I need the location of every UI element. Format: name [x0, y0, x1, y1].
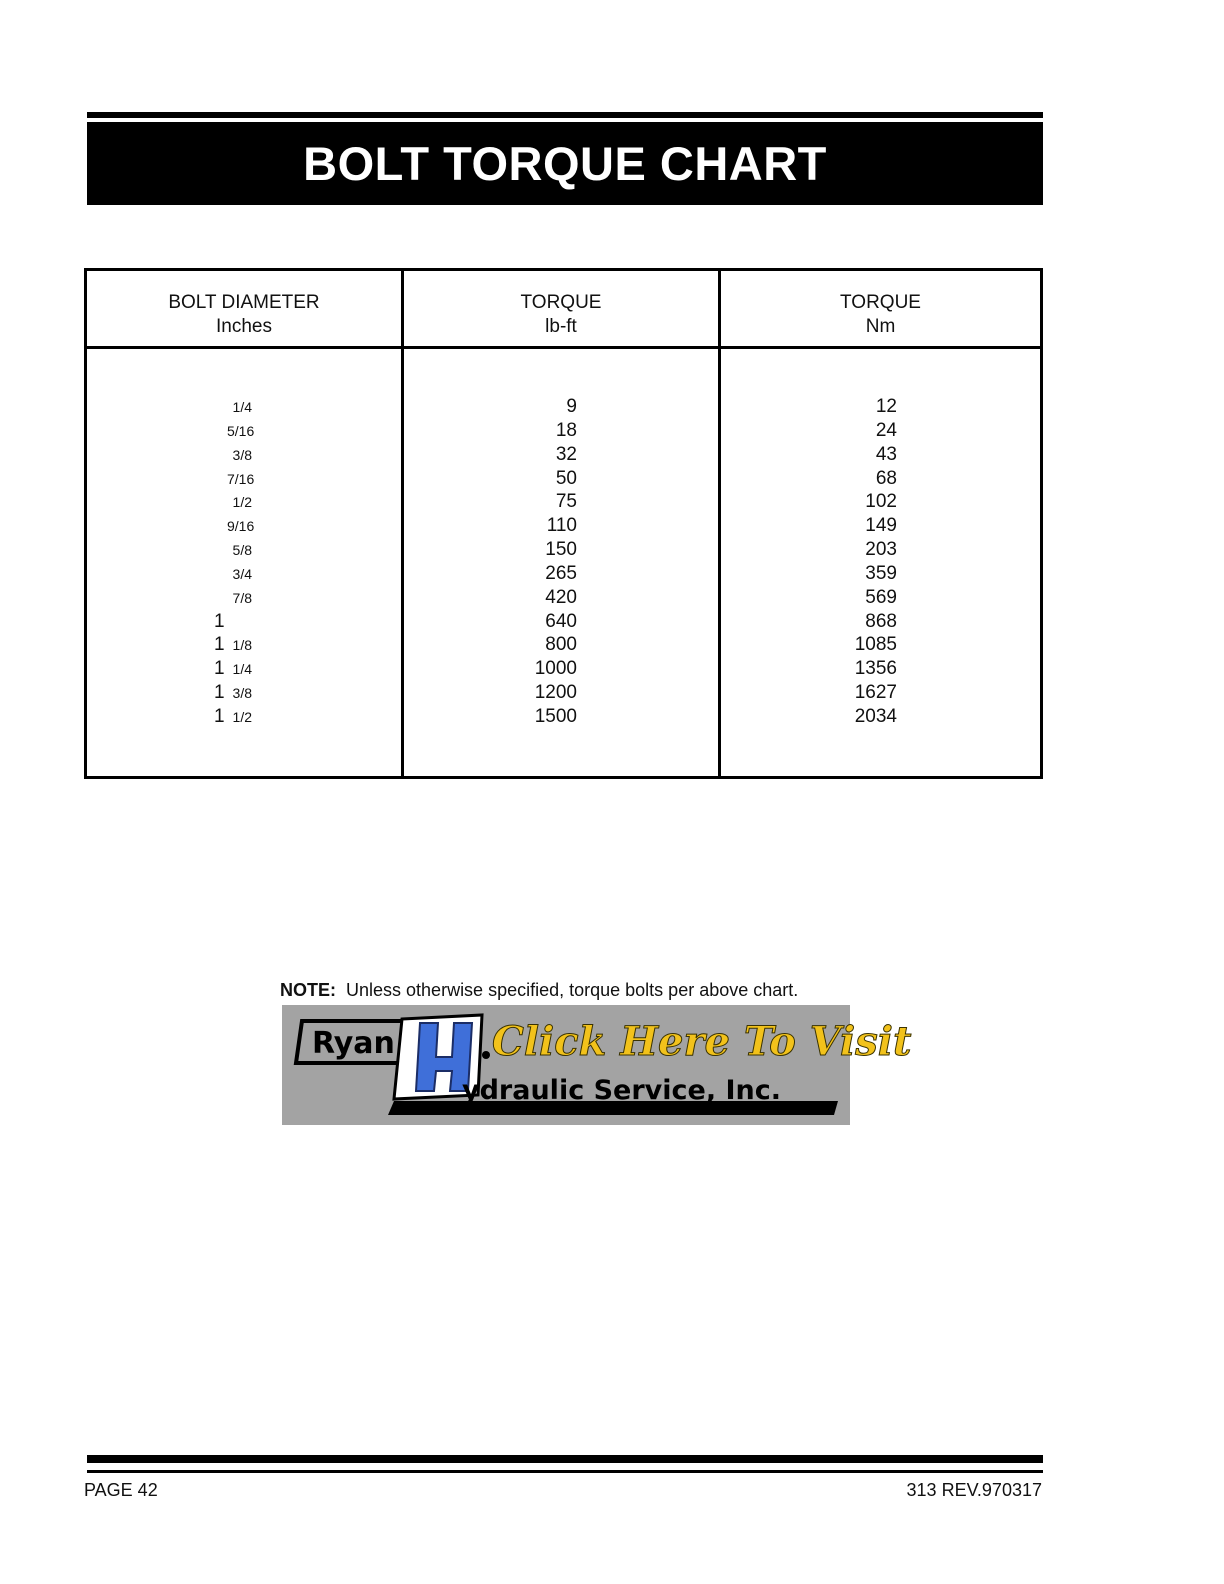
note-text: Unless otherwise specified, torque bolts per above chart.	[346, 980, 799, 1000]
bolt-diameter-cell	[214, 705, 274, 729]
bolt-diameter-cell	[214, 395, 274, 419]
header-unit: Inches	[216, 316, 272, 337]
header-bolt-diameter	[87, 291, 401, 339]
diameter-fraction: 1/8	[232, 637, 252, 654]
torque-nm-column	[827, 395, 897, 729]
torque-lbft-column	[507, 395, 577, 729]
torque-nm-cell: 68	[875, 467, 897, 489]
bolt-diameter-cell	[214, 633, 274, 657]
footer-rule-thin	[87, 1470, 1043, 1473]
bolt-diameter-cell	[214, 443, 274, 467]
diameter-whole: 1	[214, 610, 225, 632]
torque-lbft-cell: 420	[545, 586, 577, 608]
header-label: BOLT DIAMETER	[168, 292, 320, 313]
torque-lbft-cell: 9	[566, 396, 577, 417]
header-unit: lb-ft	[545, 316, 577, 337]
torque-nm-cell: 1085	[854, 634, 897, 656]
bolt-diameter-cell	[214, 681, 274, 705]
logo-cta: Click Here To Visit	[492, 1018, 912, 1065]
torque-lbft-cell: 1000	[534, 658, 577, 680]
diameter-fraction: 5/8	[232, 542, 252, 559]
torque-nm-cell: 2034	[854, 705, 897, 727]
torque-nm-cell: 24	[875, 419, 897, 441]
torque-lbft-cell: 265	[545, 562, 577, 584]
bolt-diameter-cell	[214, 490, 274, 514]
torque-nm-cell: 149	[865, 515, 897, 537]
note	[280, 980, 798, 1001]
diameter-fraction: 5/16	[227, 422, 255, 439]
torque-lbft-cell: 32	[555, 443, 577, 465]
diameter-fraction: 3/8	[232, 446, 252, 463]
torque-lbft-cell: 800	[545, 634, 577, 656]
diameter-whole: 1	[214, 682, 225, 704]
torque-lbft-cell: 110	[546, 515, 577, 537]
torque-lbft-cell: 1500	[534, 705, 577, 727]
ryan-hydraulic-logo-icon	[282, 1005, 912, 1125]
footer-rule-thick	[87, 1455, 1043, 1463]
revision-code: 313 REV.970317	[906, 1480, 1042, 1500]
torque-lbft-cell: 50	[555, 467, 577, 489]
torque-nm-cell: 1627	[854, 682, 897, 704]
bolt-diameter-cell	[214, 586, 274, 610]
bolt-diameter-cell	[214, 467, 274, 491]
torque-nm-cell: 868	[865, 610, 897, 632]
diameter-fraction: 1/4	[232, 661, 252, 678]
header-torque-nm	[721, 291, 1040, 339]
diameter-fraction: 9/16	[227, 518, 255, 535]
torque-lbft-cell: 18	[555, 419, 577, 441]
diameter-fraction: 3/8	[232, 685, 252, 702]
torque-nm-cell: 203	[865, 539, 897, 561]
diameter-fraction: 3/4	[232, 565, 252, 582]
diameter-fraction: 1/2	[232, 494, 252, 511]
diameter-fraction: 1/4	[232, 399, 252, 415]
diameter-fraction: 7/16	[227, 470, 255, 487]
note-label: NOTE:	[280, 980, 336, 1000]
torque-nm-cell: 1356	[854, 658, 897, 680]
bolt-diameter-cell	[214, 657, 274, 681]
torque-nm-cell: 12	[875, 396, 897, 417]
diameter-fraction: 7/8	[232, 589, 252, 606]
torque-nm-cell: 102	[865, 491, 897, 513]
torque-nm-cell: 569	[865, 586, 897, 608]
bolt-diameter-cell	[214, 610, 274, 634]
diameter-whole: 1	[214, 634, 225, 656]
torque-lbft-cell: 640	[545, 610, 577, 632]
page-title: BOLT TORQUE CHART	[87, 122, 1043, 205]
torque-nm-cell: 43	[875, 443, 897, 465]
torque-lbft-cell: 1200	[534, 682, 577, 704]
header-label: TORQUE	[520, 292, 602, 313]
header-divider	[87, 346, 1040, 349]
top-rule-thick	[87, 112, 1043, 118]
header-torque-lbft	[404, 291, 718, 339]
logo-brand-bottom: ydraulic Service, Inc.	[462, 1075, 782, 1106]
bolt-diameter-column	[214, 395, 274, 729]
header-label: TORQUE	[840, 292, 921, 313]
bolt-diameter-cell	[214, 514, 274, 538]
bolt-diameter-cell	[214, 419, 274, 443]
ryan-hydraulic-logo-link[interactable]	[282, 1005, 912, 1125]
torque-table	[84, 268, 1043, 779]
diameter-fraction: 1/2	[232, 708, 252, 725]
torque-lbft-cell: 150	[545, 539, 577, 561]
torque-nm-cell: 359	[865, 562, 897, 584]
diameter-whole: 1	[214, 705, 225, 727]
bolt-diameter-cell	[214, 538, 274, 562]
header-unit: Nm	[865, 316, 896, 337]
diameter-whole: 1	[214, 658, 225, 680]
torque-lbft-cell: 75	[555, 491, 577, 513]
page-number: PAGE 42	[84, 1480, 158, 1500]
logo-brand-top: Ryan	[312, 1026, 395, 1061]
bolt-diameter-cell	[214, 562, 274, 586]
